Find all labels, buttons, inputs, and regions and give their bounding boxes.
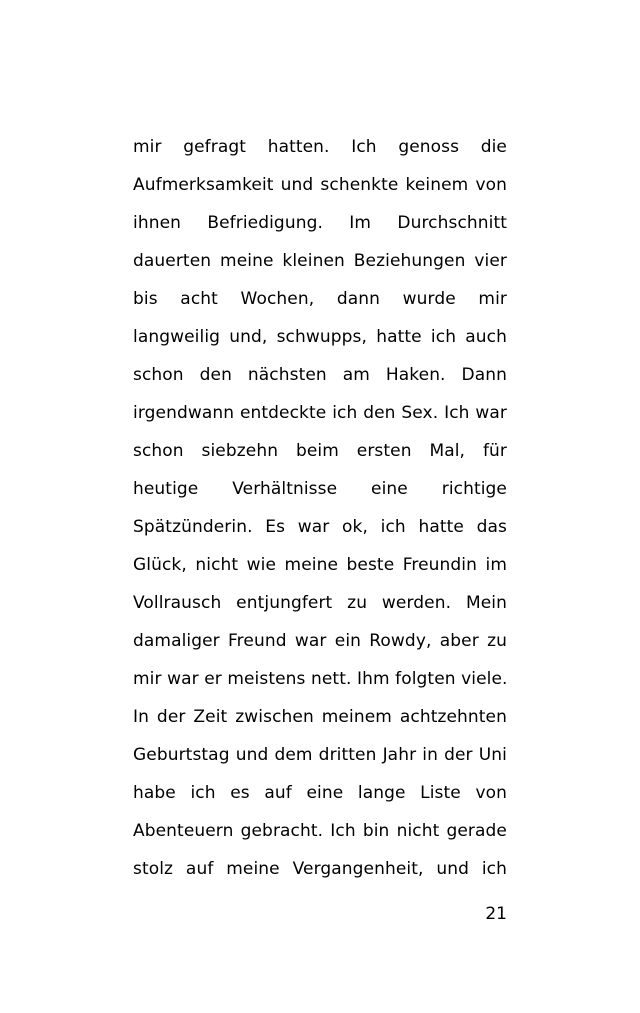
text-line: heutige Verhältnisse eine richtige: [133, 479, 507, 499]
text-line: Abenteuern gebracht. Ich bin nicht gerade: [133, 821, 507, 841]
text-line: Geburtstag und dem dritten Jahr in der Uni: [133, 745, 507, 765]
text-line: mir war er meistens nett. Ihm folgten viele.: [133, 669, 508, 689]
page-number: 21: [485, 904, 507, 924]
body-text: [133, 128, 507, 888]
text-line: bis acht Wochen, dann wurde mir: [133, 289, 507, 309]
text-line: Spätzünderin. Es war ok, ich hatte das: [133, 517, 507, 537]
text-line: langweilig und, schwupps, hatte ich auch: [133, 327, 507, 347]
text-line: stolz auf meine Vergangenheit, und ich: [133, 859, 507, 879]
text-line: Vollrausch entjungfert zu werden. Mein: [133, 593, 507, 613]
text-line: mir gefragt hatten. Ich genoss die: [133, 137, 507, 157]
text-line: dauerten meine kleinen Beziehungen vier: [133, 251, 507, 271]
text-line: Glück, nicht wie meine beste Freundin im: [133, 555, 507, 575]
text-line: Aufmerksamkeit und schenkte keinem von: [133, 175, 507, 195]
text-line: habe ich es auf eine lange Liste von: [133, 783, 507, 803]
text-line: In der Zeit zwischen meinem achtzehnten: [133, 707, 507, 727]
text-line: schon siebzehn beim ersten Mal, für: [133, 441, 507, 461]
text-line: schon den nächsten am Haken. Dann: [133, 365, 507, 385]
text-line: damaliger Freund war ein Rowdy, aber zu: [133, 631, 507, 651]
text-line: irgendwann entdeckte ich den Sex. Ich war: [133, 403, 507, 423]
text-line: ihnen Befriedigung. Im Durchschnitt: [133, 213, 507, 233]
